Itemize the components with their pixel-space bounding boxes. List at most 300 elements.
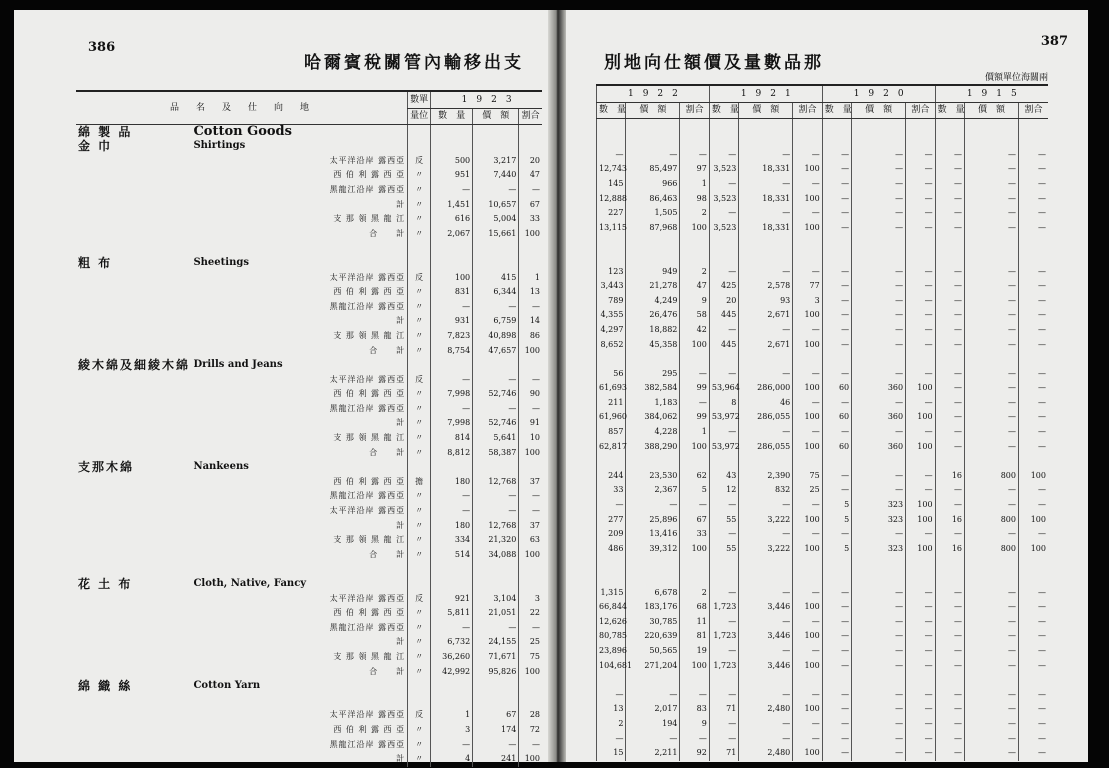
destination-label: 支 那 領 黑 龍 江 xyxy=(333,433,406,443)
unit-cell xyxy=(408,694,431,709)
percent-cell: 100 xyxy=(793,702,822,717)
percent-cell: 62 xyxy=(680,469,709,484)
percent-cell: — xyxy=(793,396,822,411)
unit-cell: 反 xyxy=(408,154,431,169)
quantity-cell: — xyxy=(822,746,851,761)
value-cell: — xyxy=(965,483,1019,498)
category-label xyxy=(76,504,191,519)
value-cell xyxy=(965,133,1019,148)
percent-cell: 100 xyxy=(1018,469,1048,484)
value-cell: — xyxy=(965,396,1019,411)
percent-cell: — xyxy=(906,615,935,630)
value-cell: — xyxy=(473,183,519,198)
table-row xyxy=(597,235,1049,250)
value-cell xyxy=(739,118,793,133)
value-cell xyxy=(965,118,1019,133)
percent-cell: 100 xyxy=(793,221,822,236)
percent-cell: 47 xyxy=(680,279,709,294)
quantity-cell: — xyxy=(935,615,964,630)
unit-cell: 〃 xyxy=(408,752,431,767)
unit-cell: 〃 xyxy=(408,621,431,636)
unit-cell xyxy=(408,460,431,475)
quantity-cell xyxy=(431,241,473,256)
qty-header: 數 量 xyxy=(709,103,738,119)
percent-cell: 1 xyxy=(680,425,709,440)
quantity-cell: — xyxy=(709,206,738,221)
table-row xyxy=(597,118,1049,133)
percent-cell: — xyxy=(793,265,822,280)
value-cell: 2,671 xyxy=(739,308,793,323)
table-row xyxy=(597,542,1049,557)
percent-cell: 13 xyxy=(519,285,542,300)
quantity-cell: 20 xyxy=(709,294,738,309)
quantity-cell: — xyxy=(822,425,851,440)
percent-cell: — xyxy=(1018,527,1048,542)
table-row xyxy=(597,323,1049,338)
percent-cell: 67 xyxy=(519,198,542,213)
percent-cell: — xyxy=(793,688,822,703)
quantity-cell: 6,732 xyxy=(431,635,473,650)
quantity-cell: — xyxy=(709,425,738,440)
value-cell: — xyxy=(852,162,906,177)
percent-cell: — xyxy=(680,148,709,163)
percent-cell: 100 xyxy=(906,542,935,557)
percent-cell: — xyxy=(519,300,542,315)
destination-label: 黑龍江沿岸 露西亞 xyxy=(329,622,406,632)
destination-label: 西 伯 利 露 西 亞 xyxy=(333,389,406,399)
value-cell: — xyxy=(965,221,1019,236)
percent-cell xyxy=(793,118,822,133)
percent-cell xyxy=(793,250,822,265)
quantity-cell: 425 xyxy=(709,279,738,294)
quantity-cell: 789 xyxy=(597,294,626,309)
percent-cell xyxy=(793,133,822,148)
value-cell: — xyxy=(739,717,793,732)
value-cell: — xyxy=(965,177,1019,192)
table-row xyxy=(76,431,542,446)
value-cell xyxy=(965,571,1019,586)
pct-header: 割合 xyxy=(680,103,709,119)
quantity-cell: — xyxy=(822,586,851,601)
value-cell xyxy=(852,235,906,250)
quantity-cell: 13 xyxy=(597,702,626,717)
value-cell: — xyxy=(852,221,906,236)
english-label xyxy=(191,227,306,242)
quantity-cell: 7,998 xyxy=(431,387,473,402)
quantity-cell: 53,972 xyxy=(709,440,738,455)
destination-label: 太平洋沿岸 露西亞 xyxy=(329,155,406,165)
unit-note: 價額單位海關兩 xyxy=(984,73,1048,83)
quantity-cell: 100 xyxy=(431,271,473,286)
english-label xyxy=(191,314,306,329)
unit-header-bottom: 量位 xyxy=(408,109,431,125)
quantity-cell: — xyxy=(431,738,473,753)
year-header: 1 9 2 2 xyxy=(597,85,710,103)
value-cell xyxy=(739,133,793,148)
destination-label: 太平洋沿岸 露西亞 xyxy=(329,710,406,720)
quantity-cell: 445 xyxy=(709,338,738,353)
value-cell: — xyxy=(965,162,1019,177)
percent-cell: — xyxy=(680,688,709,703)
percent-cell: — xyxy=(906,659,935,674)
quantity-cell xyxy=(935,454,964,469)
category-label xyxy=(76,606,191,621)
table-row xyxy=(76,212,542,227)
quantity-cell: 5 xyxy=(822,542,851,557)
value-cell: 47,657 xyxy=(473,344,519,359)
quantity-cell: — xyxy=(431,621,473,636)
unit-cell: 反 xyxy=(408,592,431,607)
quantity-cell xyxy=(822,556,851,571)
quantity-cell: — xyxy=(709,644,738,659)
quantity-cell: — xyxy=(935,527,964,542)
quantity-cell: 13,115 xyxy=(597,221,626,236)
percent-cell: — xyxy=(680,396,709,411)
value-cell: — xyxy=(852,659,906,674)
value-cell: — xyxy=(739,148,793,163)
value-cell xyxy=(965,556,1019,571)
unit-cell: 反 xyxy=(408,708,431,723)
category-label xyxy=(76,621,191,636)
value-cell xyxy=(473,577,519,592)
percent-cell xyxy=(680,571,709,586)
quantity-cell: 3,523 xyxy=(709,162,738,177)
percent-cell: 100 xyxy=(793,381,822,396)
table-row xyxy=(597,308,1049,323)
unit-cell: 〃 xyxy=(408,650,431,665)
quantity-cell xyxy=(709,673,738,688)
table-row xyxy=(597,410,1049,425)
value-cell: — xyxy=(965,615,1019,630)
percent-cell: — xyxy=(1018,367,1048,382)
value-cell: — xyxy=(965,600,1019,615)
value-cell: — xyxy=(473,402,519,417)
percent-cell: — xyxy=(519,402,542,417)
table-row xyxy=(597,702,1049,717)
quantity-cell: — xyxy=(709,527,738,542)
quantity-cell: — xyxy=(935,381,964,396)
table-row xyxy=(76,373,542,388)
percent-cell: — xyxy=(1018,659,1048,674)
table-row xyxy=(597,586,1049,601)
value-cell: 220,639 xyxy=(626,629,680,644)
english-label xyxy=(191,387,306,402)
value-cell: 360 xyxy=(852,381,906,396)
percent-cell: — xyxy=(1018,615,1048,630)
table-row xyxy=(76,606,542,621)
value-cell: 2,367 xyxy=(626,483,680,498)
value-cell: 271,204 xyxy=(626,659,680,674)
english-label xyxy=(191,344,306,359)
category-label xyxy=(76,198,191,213)
value-cell: 3,446 xyxy=(739,659,793,674)
value-cell: — xyxy=(965,586,1019,601)
destination-label: 西 伯 利 露 西 亞 xyxy=(333,608,406,618)
percent-cell xyxy=(519,577,542,592)
percent-cell: — xyxy=(1018,702,1048,717)
unit-cell: 〃 xyxy=(408,489,431,504)
quantity-cell: 80,785 xyxy=(597,629,626,644)
percent-cell: — xyxy=(1018,192,1048,207)
unit-cell: 〃 xyxy=(408,344,431,359)
left-page-number: 386 xyxy=(88,40,116,55)
unit-cell xyxy=(408,241,431,256)
percent-cell: — xyxy=(1018,644,1048,659)
table-row xyxy=(597,659,1049,674)
english-label: Drills and Jeans xyxy=(193,359,283,371)
quantity-cell: 8,812 xyxy=(431,446,473,461)
percent-cell xyxy=(906,118,935,133)
unit-cell: 〃 xyxy=(408,300,431,315)
percent-cell: 100 xyxy=(906,513,935,528)
quantity-cell: — xyxy=(935,644,964,659)
percent-cell: — xyxy=(793,425,822,440)
quantity-cell xyxy=(597,454,626,469)
quantity-cell: — xyxy=(822,148,851,163)
quantity-cell xyxy=(431,577,473,592)
value-cell: 194 xyxy=(626,717,680,732)
percent-cell xyxy=(793,556,822,571)
percent-cell: 99 xyxy=(680,410,709,425)
value-cell: — xyxy=(739,586,793,601)
quantity-cell: — xyxy=(709,177,738,192)
value-cell xyxy=(626,556,680,571)
percent-cell: — xyxy=(906,483,935,498)
destination-label: 計 xyxy=(396,418,406,428)
value-cell: 18,331 xyxy=(739,192,793,207)
percent-cell: 100 xyxy=(680,659,709,674)
percent-cell: — xyxy=(793,323,822,338)
percent-cell: 20 xyxy=(519,154,542,169)
percent-cell: — xyxy=(906,644,935,659)
qty-header: 數 量 xyxy=(935,103,964,119)
value-cell: 95,826 xyxy=(473,665,519,680)
value-cell xyxy=(626,454,680,469)
english-label xyxy=(191,373,306,388)
value-cell: 3,446 xyxy=(739,600,793,615)
year-header: 1 9 1 5 xyxy=(935,85,1048,103)
percent-cell xyxy=(1018,571,1048,586)
quantity-cell: — xyxy=(431,183,473,198)
value-cell: 25,896 xyxy=(626,513,680,528)
quantity-cell: — xyxy=(935,338,964,353)
quantity-cell: 921 xyxy=(431,592,473,607)
value-cell xyxy=(739,673,793,688)
value-cell: 86,463 xyxy=(626,192,680,207)
table-row xyxy=(76,285,542,300)
table-row xyxy=(597,644,1049,659)
percent-cell xyxy=(680,118,709,133)
quantity-cell xyxy=(431,124,473,139)
percent-cell: 100 xyxy=(793,338,822,353)
unit-cell xyxy=(408,139,431,154)
value-cell xyxy=(473,679,519,694)
value-cell xyxy=(739,454,793,469)
value-cell: — xyxy=(473,504,519,519)
value-cell: 12,768 xyxy=(473,519,519,534)
percent-cell: 58 xyxy=(680,308,709,323)
table-row xyxy=(597,177,1049,192)
qty-header: 數 量 xyxy=(822,103,851,119)
percent-cell: — xyxy=(793,367,822,382)
value-cell: — xyxy=(852,425,906,440)
quantity-cell: — xyxy=(822,483,851,498)
table-row xyxy=(76,650,542,665)
table-row xyxy=(597,206,1049,221)
percent-cell xyxy=(1018,235,1048,250)
quantity-cell xyxy=(935,133,964,148)
value-cell: — xyxy=(739,498,793,513)
quantity-cell xyxy=(431,562,473,577)
category-label xyxy=(76,723,191,738)
percent-cell: — xyxy=(906,688,935,703)
percent-cell xyxy=(906,133,935,148)
quantity-cell: — xyxy=(935,746,964,761)
quantity-cell xyxy=(597,352,626,367)
value-cell: 34,088 xyxy=(473,548,519,563)
quantity-cell: — xyxy=(709,586,738,601)
english-label xyxy=(191,241,306,256)
value-cell: 15,661 xyxy=(473,227,519,242)
value-cell: — xyxy=(965,498,1019,513)
table-row xyxy=(597,279,1049,294)
english-label xyxy=(191,154,306,169)
percent-cell: — xyxy=(1018,586,1048,601)
table-row xyxy=(597,192,1049,207)
percent-cell: — xyxy=(1018,732,1048,747)
destination-label: 計 xyxy=(396,316,406,326)
value-cell xyxy=(626,133,680,148)
destination-label: 黑龍江沿岸 露西亞 xyxy=(329,184,406,194)
table-row xyxy=(597,425,1049,440)
value-cell: 1,183 xyxy=(626,396,680,411)
english-label xyxy=(191,271,306,286)
table-row xyxy=(76,460,542,475)
category-label: 綾木綿及細綾木綿 xyxy=(78,358,191,373)
quantity-cell: 334 xyxy=(431,533,473,548)
category-label: 花 土 布 xyxy=(78,577,133,591)
quantity-cell: 16 xyxy=(935,513,964,528)
quantity-cell: — xyxy=(935,308,964,323)
destination-label: 計 xyxy=(396,754,406,764)
percent-cell xyxy=(906,673,935,688)
percent-cell: — xyxy=(906,265,935,280)
table-row xyxy=(76,402,542,417)
english-label xyxy=(191,431,306,446)
percent-cell xyxy=(793,571,822,586)
quantity-cell xyxy=(822,352,851,367)
percent-cell: — xyxy=(906,308,935,323)
unit-cell: 〃 xyxy=(408,548,431,563)
quantity-cell: 23,896 xyxy=(597,644,626,659)
value-cell: — xyxy=(852,527,906,542)
quantity-cell: — xyxy=(431,489,473,504)
value-cell: — xyxy=(852,323,906,338)
quantity-cell: — xyxy=(709,148,738,163)
percent-cell: — xyxy=(793,732,822,747)
table-row xyxy=(597,746,1049,761)
table-row xyxy=(76,504,542,519)
quantity-cell: — xyxy=(935,498,964,513)
percent-cell: 47 xyxy=(519,168,542,183)
percent-cell: — xyxy=(1018,629,1048,644)
percent-cell: 100 xyxy=(793,440,822,455)
percent-cell: 1 xyxy=(680,177,709,192)
percent-cell: 100 xyxy=(906,410,935,425)
quantity-cell: — xyxy=(822,600,851,615)
quantity-cell xyxy=(822,673,851,688)
percent-cell xyxy=(906,352,935,367)
table-row xyxy=(597,162,1049,177)
table-row xyxy=(76,227,542,242)
unit-cell: 〃 xyxy=(408,504,431,519)
table-row xyxy=(597,673,1049,688)
percent-cell: 99 xyxy=(680,381,709,396)
value-cell xyxy=(739,250,793,265)
value-cell: 3,222 xyxy=(739,513,793,528)
value-cell: — xyxy=(739,527,793,542)
left-page-title: 哈爾賓稅關管內輸移出支 xyxy=(304,53,524,73)
quantity-cell: 12,888 xyxy=(597,192,626,207)
value-cell: 87,968 xyxy=(626,221,680,236)
value-cell: — xyxy=(965,440,1019,455)
percent-cell xyxy=(680,556,709,571)
right-page-number: 387 xyxy=(1040,34,1068,49)
table-row xyxy=(76,665,542,680)
table-row xyxy=(597,265,1049,280)
percent-cell: 92 xyxy=(680,746,709,761)
percent-cell: 100 xyxy=(1018,542,1048,557)
quantity-cell: — xyxy=(935,717,964,732)
percent-cell: 100 xyxy=(906,440,935,455)
quantity-cell: — xyxy=(935,148,964,163)
value-cell: 93 xyxy=(739,294,793,309)
unit-cell: 〃 xyxy=(408,183,431,198)
unit-cell xyxy=(408,256,431,271)
pct-header: 割合 xyxy=(793,103,822,119)
year-header: 1 9 2 0 xyxy=(822,85,935,103)
quantity-cell: — xyxy=(709,688,738,703)
unit-cell: 〃 xyxy=(408,402,431,417)
category-label xyxy=(76,416,191,431)
destination-label: 黑龍江沿岸 露西亞 xyxy=(329,491,406,501)
table-row xyxy=(597,629,1049,644)
quantity-cell: — xyxy=(935,425,964,440)
value-cell: — xyxy=(739,177,793,192)
value-cell: 52,746 xyxy=(473,416,519,431)
table-row xyxy=(597,498,1049,513)
quantity-cell: 3,523 xyxy=(709,192,738,207)
value-cell xyxy=(626,673,680,688)
quantity-cell: — xyxy=(935,279,964,294)
unit-cell: 〃 xyxy=(408,329,431,344)
percent-cell: 100 xyxy=(680,542,709,557)
quantity-cell xyxy=(597,235,626,250)
english-label xyxy=(191,621,306,636)
percent-cell: 100 xyxy=(793,513,822,528)
category-label xyxy=(76,344,191,359)
value-cell xyxy=(852,133,906,148)
value-cell: 85,497 xyxy=(626,162,680,177)
percent-cell: 2 xyxy=(680,265,709,280)
value-cell xyxy=(473,139,519,154)
quantity-cell xyxy=(709,556,738,571)
value-cell: 52,746 xyxy=(473,387,519,402)
percent-cell: 100 xyxy=(680,338,709,353)
quantity-cell: — xyxy=(822,644,851,659)
quantity-cell xyxy=(822,118,851,133)
percent-cell: 5 xyxy=(680,483,709,498)
